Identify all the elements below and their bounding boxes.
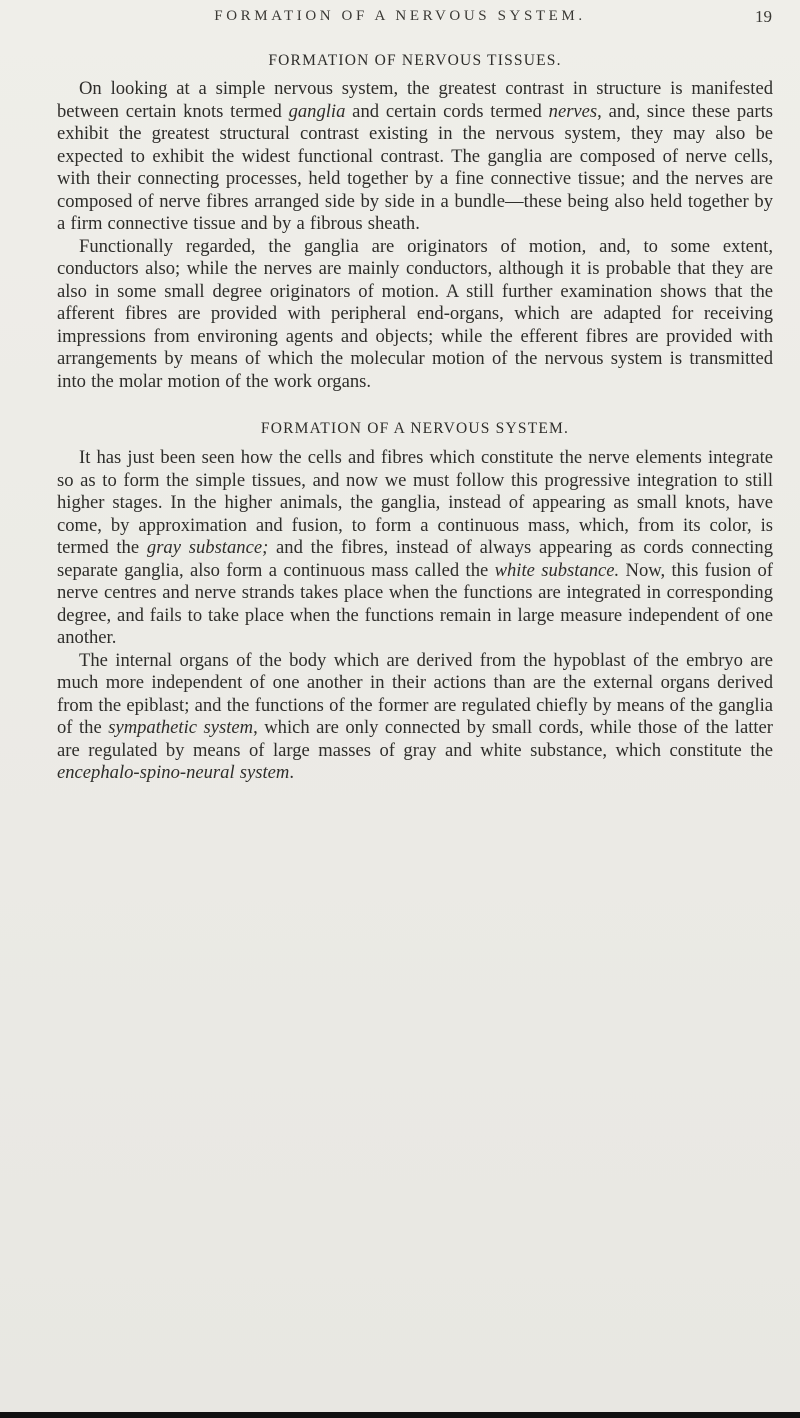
page-body	[57, 50, 773, 785]
section-heading-nervous-system: FORMATION OF A NERVOUS SYSTEM.	[260, 420, 570, 437]
text-run: The internal organs of the body which are derived from the hypoblast of the embryo are much more independent of one another in their actions than are the external organs derived from the epiblast; and the functions of the former are regulated chiefly by means of the ganglia of the	[57, 649, 773, 738]
section-heading-nervous-tissues: FORMATION OF NERVOUS TISSUES.	[268, 52, 562, 69]
text-run: and the fibres, instead of always appearing as cords connecting separate ganglia, also form a continuous mass called the	[57, 537, 773, 581]
text-run: , which are only connected by small cords, while those of the latter are regulated by means of large masses of gray and white substance, which constitute the	[57, 717, 774, 761]
running-head	[0, 8, 800, 30]
paragraph-ganglia-nerves	[57, 78, 773, 236]
term-gray-substance: gray substance;	[146, 537, 269, 558]
text-run: and certain cords termed	[345, 100, 549, 122]
term-sympathetic-system: sympathetic system	[108, 717, 254, 738]
text-run: , and, since these parts exhibit the greatest structural contrast existing in the nervous system, they may also be expected to exhibit the widest functional contrast. The ganglia are composed of nerve cells, with their connecting processes, held together by a fine connective tissue; and the nerves are composed of nerve fibres arranged side by side in a bundle—these being also held together by a firm connective tissue and by a fibrous sheath.	[57, 100, 773, 234]
term-nerves: nerves	[548, 100, 598, 122]
term-encephalo-spino-neural-system: encephalo-spino-neural system	[57, 762, 290, 783]
paragraph-functional: Functionally regarded, the ganglia are originators of motion, and, to some extent, conductors also; while the nerves are mainly conductors, although it is probable that they are also in some small degree originators of motion. A still further examination shows that the afferent fibres are provided with peripheral end-organs, which are adapted for receiving impressions from environing agents and objects; while the efferent fibres are provided with arrangements by means of which the molecular motion of the nervous system is transmitted into the molar motion of the work organs.	[57, 235, 773, 392]
page-number: 19	[755, 7, 772, 26]
paragraph-internal-organs	[57, 650, 773, 785]
term-white-substance: white substance.	[494, 559, 620, 581]
term-ganglia: ganglia	[288, 100, 346, 122]
text-run: .	[289, 762, 295, 783]
text-run: On looking at a simple nervous system, the greatest contrast in structure is manifested between certain knots termed	[57, 78, 773, 122]
scan-edge-bar	[0, 1412, 800, 1418]
text-run: It has just been seen how the cells and fibres which constitute the nerve elements integrate so as to form the simple tissues, and now we must follow this progressive integration to still higher stages. In the higher animals, the ganglia, instead of appearing as small knots, have come, by approximation and fusion, to form a continuous mass, which, from its color, is termed the	[57, 447, 773, 558]
running-title: FORMATION OF A NERVOUS SYSTEM.	[214, 8, 586, 24]
text-run: Now, this fusion of nerve centres and nerve strands takes place when the functions are integrated in corresponding degree, and fails to take place when the functions remain in large measure independent of one another.	[57, 559, 773, 648]
paragraph-integration	[57, 447, 773, 650]
